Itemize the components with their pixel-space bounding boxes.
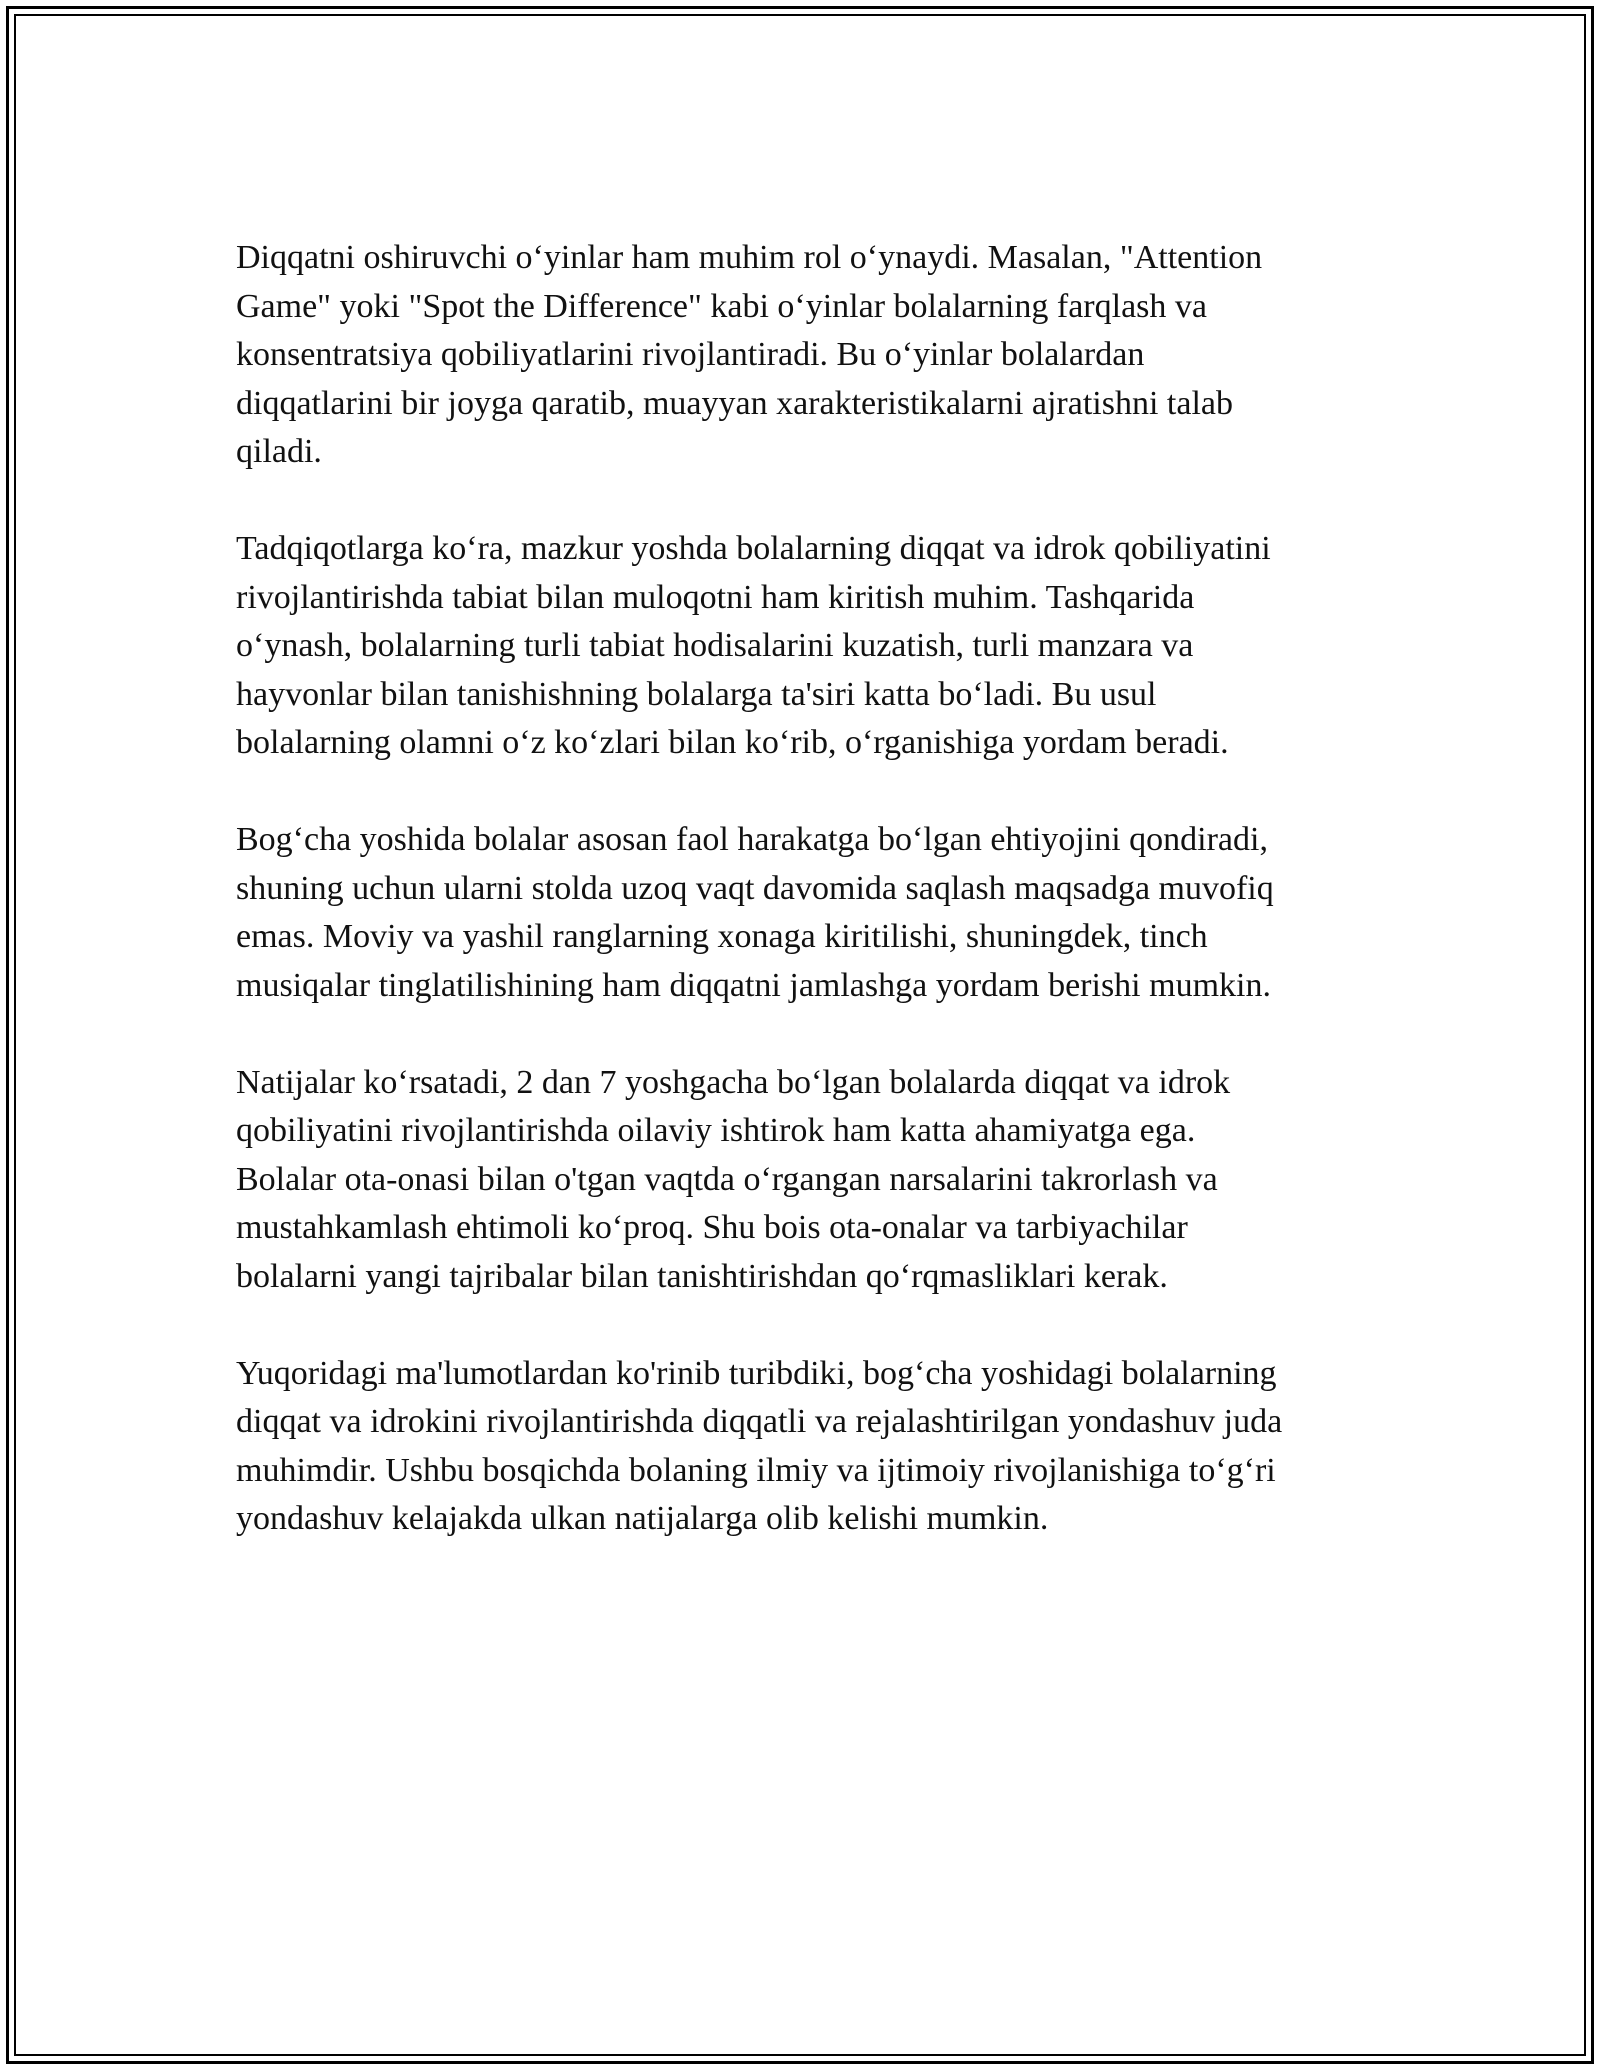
paragraph-4 [236, 1059, 1376, 1302]
paragraph-5 [236, 1350, 1376, 1544]
text-line: musiqalar tinglatilishining ham diqqatni jamlashga yordam berishi mumkin. [236, 966, 1271, 1004]
text-line: mustahkamlash ehtimoli ko‘proq. Shu bois ota-onalar va tarbiyachilar [236, 1209, 1188, 1246]
paragraph-2 [236, 525, 1376, 768]
text-line: qiladi. [236, 433, 322, 470]
paragraph-1 [236, 234, 1376, 477]
text-line: Bog‘cha yoshida bolalar asosan faol harakatga bo‘lgan ehtiyojini qondiradi, [236, 821, 1268, 858]
text-line: Diqqatni oshiruvchi o‘yinlar ham muhim rol o‘ynaydi. Masalan, "Attention [236, 239, 1263, 276]
text-line: diqqat va idrokini rivojlantirishda diqqatli va rejalashtirilgan yondashuv juda [236, 1403, 1283, 1440]
document-body [236, 234, 1376, 1592]
text-line: Yuqoridagi ma'lumotlardan ko'rinib turibdiki, bog‘cha yoshidagi bolalarning [236, 1354, 1277, 1392]
text-line: muhimdir. Ushbu bosqichda bolaning ilmiy va ijtimoiy rivojlanishiga to‘g‘ri [236, 1451, 1276, 1489]
text-line: shuning uchun ularni stolda uzoq vaqt davomida saqlash maqsadga muvofiq [236, 869, 1274, 907]
text-line: bolalarni yangi tajribalar bilan tanishtirishdan qo‘rqmasliklari kerak. [236, 1257, 1168, 1295]
text-line: Game" yoki "Spot the Difference" kabi o‘yinlar bolalarning farqlash va [236, 287, 1207, 325]
text-line: qobiliyatini rivojlantirishda oilaviy ishtirok ham katta ahamiyatga ega. [236, 1112, 1196, 1149]
text-line: konsentratsiya qobiliyatlarini rivojlantiradi. Bu o‘yinlar bolalardan [236, 336, 1145, 373]
text-line: Bolalar ota-onasi bilan o'tgan vaqtda o‘rgangan narsalarini takrorlash va [236, 1160, 1218, 1198]
text-line: diqqatlarini bir joyga qaratib, muayyan xarakteristikalarni ajratishni talab [236, 384, 1233, 422]
text-line: Natijalar ko‘rsatadi, 2 dan 7 yoshgacha bo‘lgan bolalarda diqqat va idrok [236, 1063, 1231, 1101]
paragraph-3 [236, 816, 1376, 1010]
text-line: rivojlantirishda tabiat bilan muloqotni ham kiritish muhim. Tashqarida [236, 578, 1195, 616]
text-line: hayvonlar bilan tanishishning bolalarga ta'siri katta bo‘ladi. Bu usul [236, 675, 1157, 713]
text-line: bolalarning olamni o‘z ko‘zlari bilan ko‘rib, o‘rganishiga yordam beradi. [236, 724, 1229, 761]
text-line: emas. Moviy va yashil ranglarning xonaga kiritilishi, shuningdek, tinch [236, 918, 1208, 955]
text-line: o‘ynash, bolalarning turli tabiat hodisalarini kuzatish, turli manzara va [236, 627, 1194, 664]
text-line: yondashuv kelajakda ulkan natijalarga olib kelishi mumkin. [236, 1500, 1049, 1537]
text-line: Tadqiqotlarga ko‘ra, mazkur yoshda bolalarning diqqat va idrok qobiliyatini [236, 530, 1271, 567]
